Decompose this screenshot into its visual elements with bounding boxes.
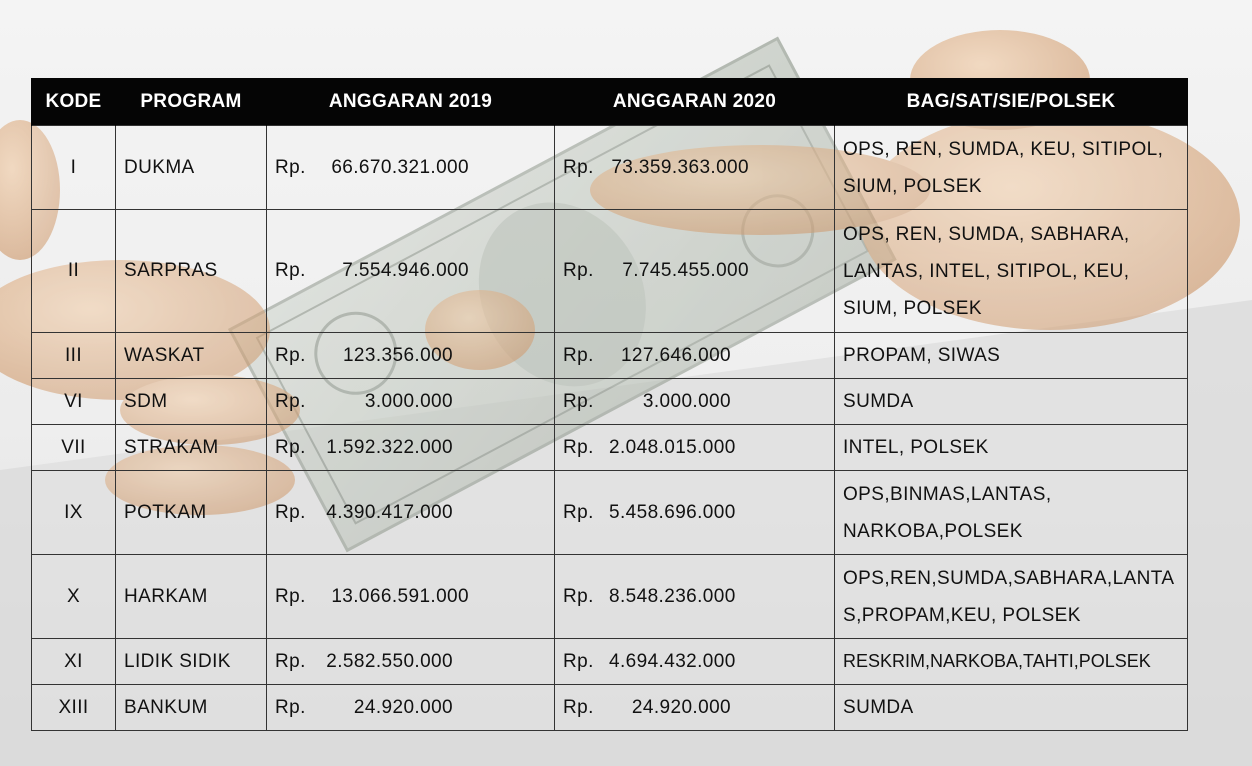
cell-anggaran-2020	[555, 685, 835, 731]
currency-label: Rp.	[563, 436, 594, 458]
header-bag: BAG/SAT/SIE/POLSEK	[835, 78, 1188, 126]
amount-2020: 5.458.696.000	[609, 501, 736, 523]
amount-2019: 7.554.946.000	[342, 260, 469, 281]
amount-2019: 3.000.000	[364, 390, 453, 412]
cell-program: DUKMA	[116, 126, 267, 210]
cell-bag: OPS,BINMAS,LANTAS, NARKOBA,POLSEK	[835, 471, 1188, 555]
cell-anggaran-2019	[267, 471, 555, 555]
cell-kode: IX	[32, 471, 116, 555]
cell-bag: SUMDA	[835, 379, 1188, 425]
cell-anggaran-2019	[267, 126, 555, 210]
currency-label: Rp.	[275, 501, 306, 523]
table-row	[32, 379, 1188, 425]
amount-2020: 4.694.432.000	[609, 650, 736, 672]
cell-kode: VII	[32, 425, 116, 471]
table-row	[32, 639, 1188, 685]
cell-program: SARPRAS	[116, 210, 267, 333]
currency-label: Rp.	[275, 156, 306, 178]
table-header	[32, 78, 1188, 126]
cell-kode: XIII	[32, 685, 116, 731]
cell-anggaran-2019	[267, 639, 555, 685]
table-row	[32, 685, 1188, 731]
cell-program: STRAKAM	[116, 425, 267, 471]
cell-anggaran-2020	[555, 639, 835, 685]
header-program: PROGRAM	[116, 78, 267, 126]
cell-program: LIDIK SIDIK	[116, 639, 267, 685]
table-row	[32, 425, 1188, 471]
amount-2020: 127.646.000	[620, 344, 731, 366]
header-anggaran-2019: ANGGARAN 2019	[267, 78, 555, 126]
cell-anggaran-2020	[555, 425, 835, 471]
currency-label: Rp.	[563, 501, 594, 523]
cell-anggaran-2020	[555, 210, 835, 333]
cell-program: SDM	[116, 379, 267, 425]
amount-2020: 3.000.000	[642, 390, 731, 412]
amount-2019: 123.356.000	[342, 344, 453, 366]
budget-table	[31, 78, 1188, 731]
cell-program: HARKAM	[116, 555, 267, 639]
cell-bag: OPS,REN,SUMDA,SABHARA,LANTAS,PROPAM,KEU, POLSEK	[835, 555, 1188, 639]
cell-program: BANKUM	[116, 685, 267, 731]
cell-bag: RESKRIM,NARKOBA,TAHTI,POLSEK	[835, 639, 1188, 685]
table-row	[32, 126, 1188, 210]
currency-label: Rp.	[563, 650, 594, 672]
cell-kode: II	[32, 210, 116, 333]
cell-kode: XI	[32, 639, 116, 685]
cell-kode: III	[32, 333, 116, 379]
cell-anggaran-2019	[267, 685, 555, 731]
table-row	[32, 471, 1188, 555]
cell-anggaran-2019	[267, 555, 555, 639]
amount-2019: 2.582.550.000	[326, 650, 453, 672]
cell-bag: INTEL, POLSEK	[835, 425, 1188, 471]
cell-anggaran-2020	[555, 471, 835, 555]
cell-anggaran-2020	[555, 333, 835, 379]
header-kode: KODE	[32, 78, 116, 126]
cell-anggaran-2020	[555, 379, 835, 425]
cell-program: WASKAT	[116, 333, 267, 379]
cell-kode: X	[32, 555, 116, 639]
currency-label: Rp.	[563, 390, 594, 412]
amount-2019: 24.920.000	[353, 696, 453, 718]
currency-label: Rp.	[563, 696, 594, 718]
cell-program: POTKAM	[116, 471, 267, 555]
currency-label: Rp.	[275, 260, 306, 281]
currency-label: Rp.	[275, 344, 306, 366]
table-row	[32, 210, 1188, 333]
amount-2020: 73.359.363.000	[611, 156, 749, 178]
amount-2019: 4.390.417.000	[326, 501, 453, 523]
table-row	[32, 333, 1188, 379]
cell-anggaran-2020	[555, 555, 835, 639]
currency-label: Rp.	[563, 585, 594, 607]
cell-bag: PROPAM, SIWAS	[835, 333, 1188, 379]
amount-2020: 7.745.455.000	[622, 260, 749, 281]
currency-label: Rp.	[275, 585, 306, 607]
cell-bag: OPS, REN, SUMDA, KEU, SITIPOL, SIUM, POLSEK	[835, 126, 1188, 210]
cell-bag: OPS, REN, SUMDA, SABHARA, LANTAS, INTEL, SITIPOL, KEU, SIUM, POLSEK	[835, 210, 1188, 333]
cell-kode: I	[32, 126, 116, 210]
budget-table-container	[31, 78, 1187, 731]
amount-2020: 2.048.015.000	[609, 436, 736, 458]
cell-kode: VI	[32, 379, 116, 425]
currency-label: Rp.	[275, 696, 306, 718]
currency-label: Rp.	[563, 156, 594, 178]
amount-2019: 66.670.321.000	[331, 156, 469, 178]
cell-anggaran-2019	[267, 333, 555, 379]
cell-anggaran-2019	[267, 210, 555, 333]
currency-label: Rp.	[275, 650, 306, 672]
cell-anggaran-2019	[267, 379, 555, 425]
cell-anggaran-2019	[267, 425, 555, 471]
currency-label: Rp.	[275, 390, 306, 412]
currency-label: Rp.	[563, 260, 594, 281]
table-row	[32, 555, 1188, 639]
header-row	[32, 78, 1188, 126]
amount-2020: 24.920.000	[631, 696, 731, 718]
amount-2019: 1.592.322.000	[326, 436, 453, 458]
cell-anggaran-2020	[555, 126, 835, 210]
amount-2019: 13.066.591.000	[331, 585, 469, 607]
amount-2020: 8.548.236.000	[609, 585, 736, 607]
cell-bag: SUMDA	[835, 685, 1188, 731]
table-body	[32, 126, 1188, 731]
currency-label: Rp.	[275, 436, 306, 458]
currency-label: Rp.	[563, 344, 594, 366]
header-anggaran-2020: ANGGARAN 2020	[555, 78, 835, 126]
